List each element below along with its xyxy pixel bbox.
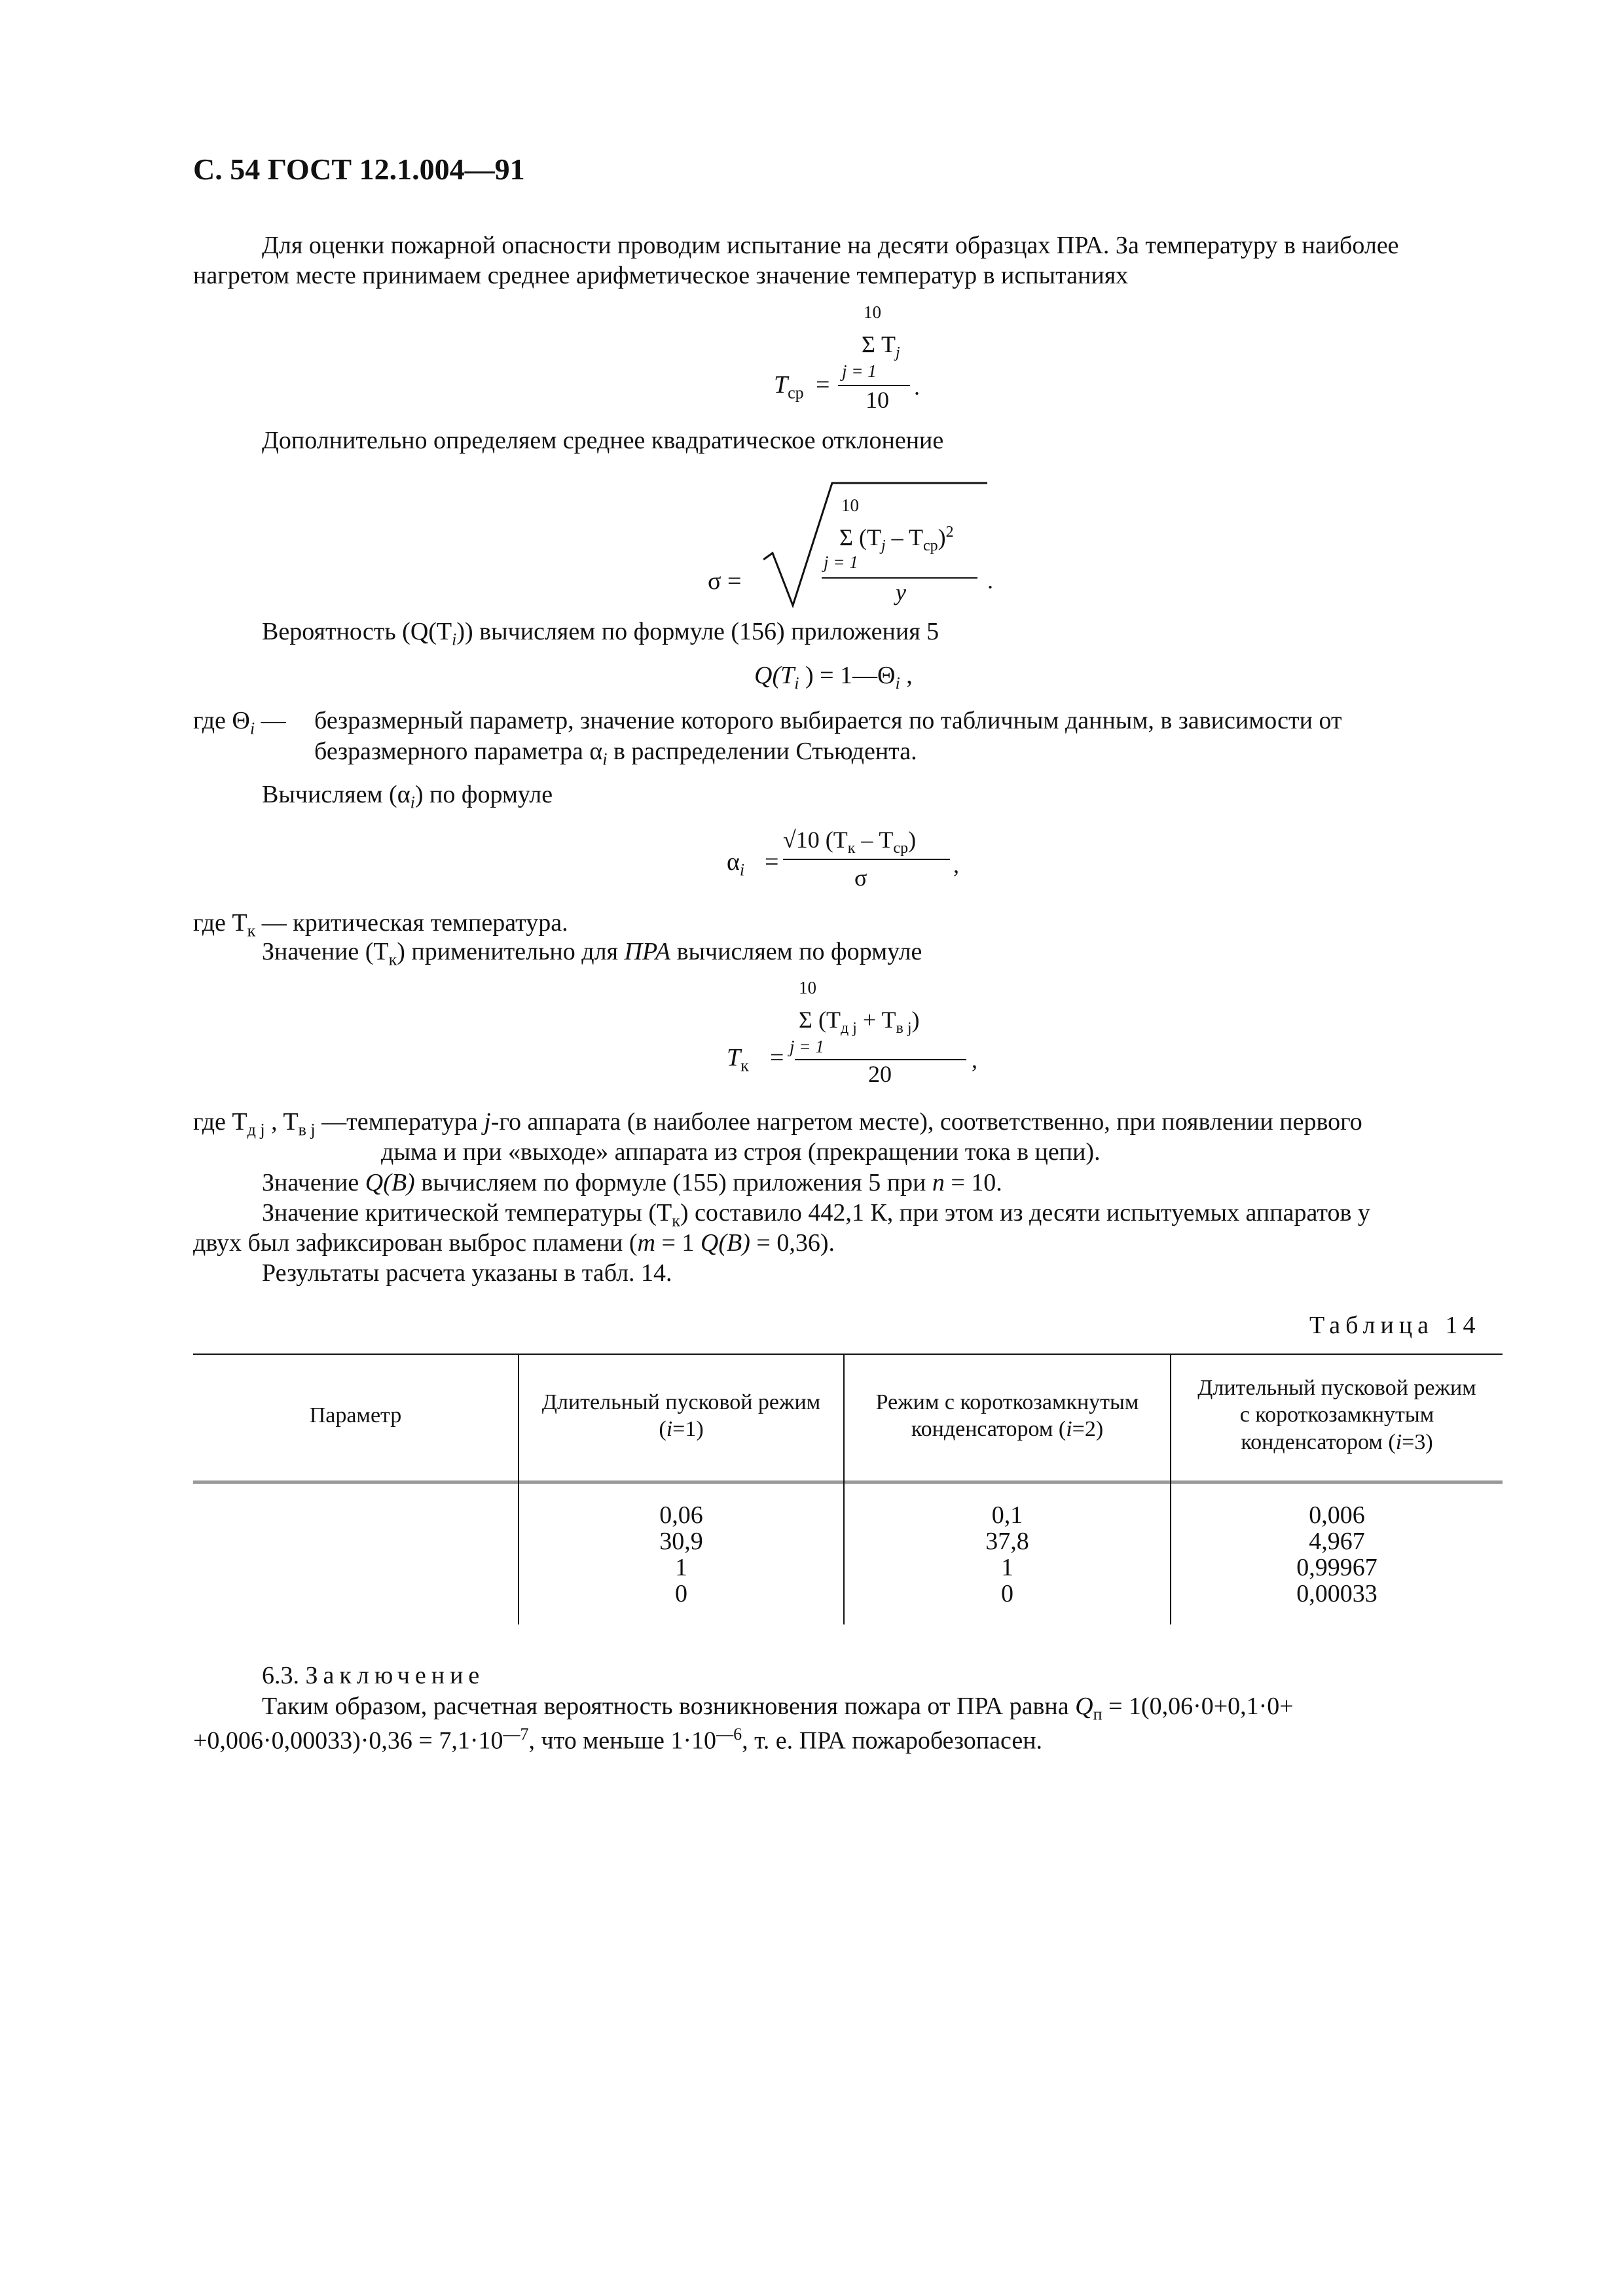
crit-temp-line-2: двух был зафиксирован выброс пламени (m = 1 Q(B) = 0,36). [193, 1229, 835, 1257]
conclusion-heading: 6.3. Заключение [262, 1662, 485, 1689]
table-col-2-values [845, 1503, 1170, 1607]
table-cell: 0,00033 [1296, 1579, 1377, 1607]
tk-intro: Значение $(T_к)$ применительно для ПРА вычисляем по формуле [262, 938, 922, 969]
table-cell: 0 [1001, 1579, 1013, 1607]
table-header-rule [193, 1480, 1503, 1484]
sum-upper-limit: 10 [841, 495, 859, 515]
sum-upper-limit: 10 [799, 978, 816, 997]
formula-lhs: $T_{ср}$ [774, 371, 804, 403]
sum-upper-limit: 10 [864, 302, 881, 322]
numerator: Σ $(T_{д j} + T_{в j})$ [799, 1007, 920, 1037]
intro-line-1: Для оценки пожарной опасности проводим испытание на десяти образцах ПРА. За температуру в наиболее [262, 232, 1399, 259]
where-theta-desc-2: безразмерного параметра $\alpha_i$ в распределении Стьюдента. [314, 738, 917, 769]
page-title: С. 54 ГОСТ 12.1.004—91 [193, 152, 525, 186]
where-tk: где $T_к$ — критическая температура. [193, 909, 568, 941]
probability-intro: Вероятность $(Q(T_i))$ вычисляем по формуле (156) приложения 5 [262, 618, 939, 649]
sigma-intro: Дополнительно определяем среднее квадратическое отклонение [262, 427, 944, 454]
where-theta: где $\Theta_i$ — [193, 707, 286, 738]
punct: , [972, 1047, 977, 1073]
table-cell: 0,06 [659, 1501, 703, 1529]
header-col-1: Длительный пусковой режим (i=1) [541, 1390, 821, 1442]
header-col-2: Режим с короткозамкнутым конденсатором (i=2) [875, 1390, 1139, 1442]
table-cell: 4,967 [1309, 1527, 1365, 1555]
formula-q: $Q(T_i$ ) = $1—\Theta_i$ , [754, 662, 913, 693]
denominator: σ [854, 865, 867, 891]
table-cell: 0,99967 [1296, 1553, 1377, 1581]
table-cell: 37,8 [985, 1527, 1029, 1555]
results-line: Результаты расчета указаны в табл. 14. [262, 1259, 672, 1287]
table-cell: 1 [1001, 1553, 1013, 1581]
numerator: √10 $(T_к - T_{ср})$ [783, 827, 917, 857]
table-caption: Таблица 14 [1309, 1312, 1481, 1339]
where-tdj-tvj: где $T_{д j}$ , $T_{в j}$ —температура j-го аппарата (в наиболее нагретом месте), соответственно, при появлении первого [193, 1108, 1362, 1139]
denominator: y [896, 579, 906, 605]
crit-temp-line-1: Значение критической температуры $(T_к)$ составило 442,1 К, при этом из десяти испытуемых аппаратов у [262, 1199, 1370, 1230]
alpha-intro: Вычисляем $(\alpha_i)$ по формуле [262, 781, 553, 812]
equals-sign: = [770, 1044, 784, 1071]
equals-sign: = [765, 848, 779, 876]
denominator: 10 [866, 387, 889, 413]
sum-index: j = 1 [842, 361, 877, 381]
table-col-3-values [1171, 1503, 1503, 1607]
header-col-3: Длительный пусковой режим с короткозамкнутым конденсатором (i=3) [1197, 1376, 1476, 1454]
where-theta-desc-1: безразмерный параметр, значение которого выбирается по табличным данным, в зависимости от [314, 707, 1342, 734]
header-param: Параметр [309, 1403, 402, 1427]
table-col-1-values [519, 1503, 843, 1607]
fraction-bar [783, 859, 950, 860]
sum-index: j = 1 [790, 1037, 824, 1056]
punct: . [987, 567, 993, 594]
qb-line: Значение Q(B) вычисляем по формуле (155) приложения 5 при n = 10. [262, 1169, 1002, 1196]
where-tdj-tvj-2: дыма и при «выходе» аппарата из строя (прекращении тока в цепи). [381, 1138, 1101, 1166]
formula-lhs: σ = [708, 567, 742, 595]
numerator: Σ $(T_j - T_{ср})^2$ [839, 524, 954, 555]
table-cell: 1 [675, 1553, 687, 1581]
sum-index: j = 1 [824, 552, 858, 572]
formula-lhs: $\alpha_i$ [727, 848, 745, 880]
equals-sign: = [816, 371, 830, 399]
table-cell: 0 [675, 1579, 687, 1607]
table-top-rule [193, 1354, 1503, 1355]
punct: , [953, 852, 959, 878]
table-cell: 0,006 [1309, 1501, 1365, 1529]
sum-term: Σ $T_j$ [862, 331, 900, 362]
formula-lhs: $T_к$ [727, 1044, 749, 1075]
punct: . [914, 374, 920, 400]
denominator: 20 [868, 1061, 892, 1087]
conclusion-line-2: $+0,006\cdot 0,00033)\cdot 0,36 = 7,1\cdot 10^{—7}$, что меньше $1\cdot 10^{—6}$, т. е. ПРА пожаробезопасен. [193, 1725, 1043, 1755]
table-cell: 0,1 [991, 1501, 1023, 1529]
table-cell: 30,9 [659, 1527, 703, 1555]
conclusion-line-1: Таким образом, расчетная вероятность возникновения пожара от ПРА равна $Q_п = 1(0,06\cdot 0+0,1\cdot 0+$ [262, 1693, 1294, 1724]
intro-line-2: нагретом месте принимаем среднее арифметическое значение температур в испытаниях [193, 262, 1129, 289]
